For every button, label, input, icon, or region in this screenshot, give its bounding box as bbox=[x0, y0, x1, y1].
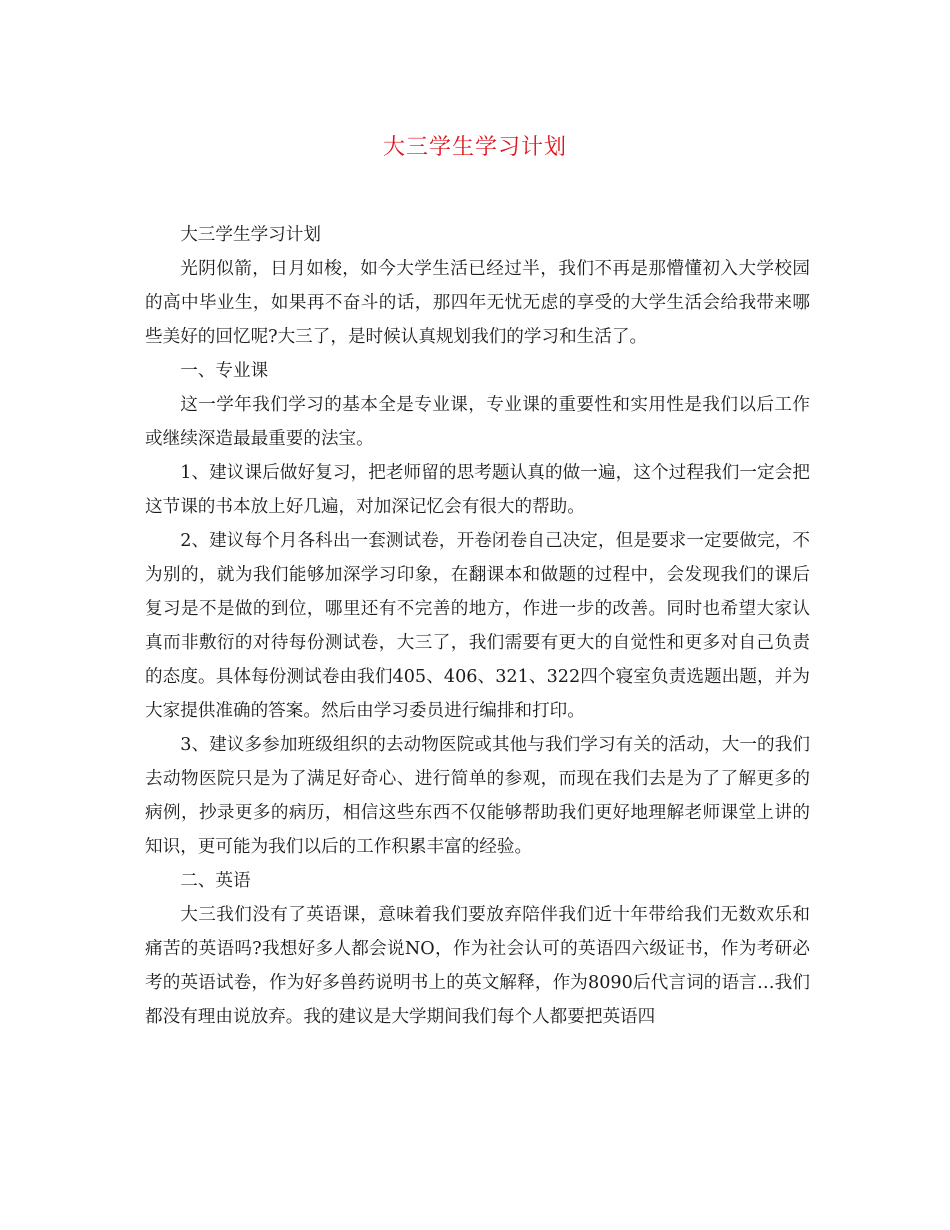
document-title: 大三学生学习计划 bbox=[382, 135, 567, 160]
paragraph-suggestion-3: 3、建议多参加班级组织的去动物医院或其他与我们学习有关的活动，大一的我们去动物医院只是为了满足好奇心、进行简单的参观，而现在我们去是为了了解更多的病例，抄录更多的病历，相信这些东西不仅能够帮助我们更好地理解老师课堂上讲的知识，更可能为我们以后的工作积累丰富的经验。 bbox=[145, 735, 810, 857]
section-heading-major-courses: 一、专业课 bbox=[180, 361, 269, 381]
document-body bbox=[145, 218, 810, 1034]
section-heading-english: 二、英语 bbox=[180, 871, 251, 891]
paragraph-subtitle: 大三学生学习计划 bbox=[180, 225, 321, 245]
paragraph-intro: 光阴似箭，日月如梭，如今大学生活已经过半，我们不再是那懵懂初入大学校园的高中毕业生，如果再不奋斗的话，那四年无忧无虑的享受的大学生活会给我带来哪些美好的回忆呢?大三了，是时候认真规划我们的学习和生活了。 bbox=[145, 259, 810, 347]
paragraph-suggestion-2: 2、建议每个月各科出一套测试卷，开卷闭卷自己决定，但是要求一定要做完，不为别的，就为我们能够加深学习印象，在翻课本和做题的过程中，会发现我们的课后复习是不是做的到位，哪里还有不完善的地方，作进一步的改善。同时也希望大家认真而非敷衍的对待每份测试卷，大三了，我们需要有更大的自觉性和更多对自己负责的态度。具体每份测试卷由我们405、406、321、322四个寝室负责选题出题，并为大家提供准确的答案。然后由学习委员进行编排和打印。 bbox=[145, 531, 810, 721]
paragraph-major-courses: 这一学年我们学习的基本全是专业课，专业课的重要性和实用性是我们以后工作或继续深造最最重要的法宝。 bbox=[145, 395, 810, 449]
paragraph-suggestion-1: 1、建议课后做好复习，把老师留的思考题认真的做一遍，这个过程我们一定会把这节课的书本放上好几遍，对加深记忆会有很大的帮助。 bbox=[145, 463, 810, 517]
paragraph-english: 大三我们没有了英语课，意味着我们要放弃陪伴我们近十年带给我们无数欢乐和痛苦的英语吗?我想好多人都会说NO，作为社会认可的英语四六级证书，作为考研必考的英语试卷，作为好多兽药说明书上的英文解释，作为8090后代言词的语言…我们都没有理由说放弃。我的建议是大学期间我们每个人都要把英语四 bbox=[145, 905, 810, 1027]
